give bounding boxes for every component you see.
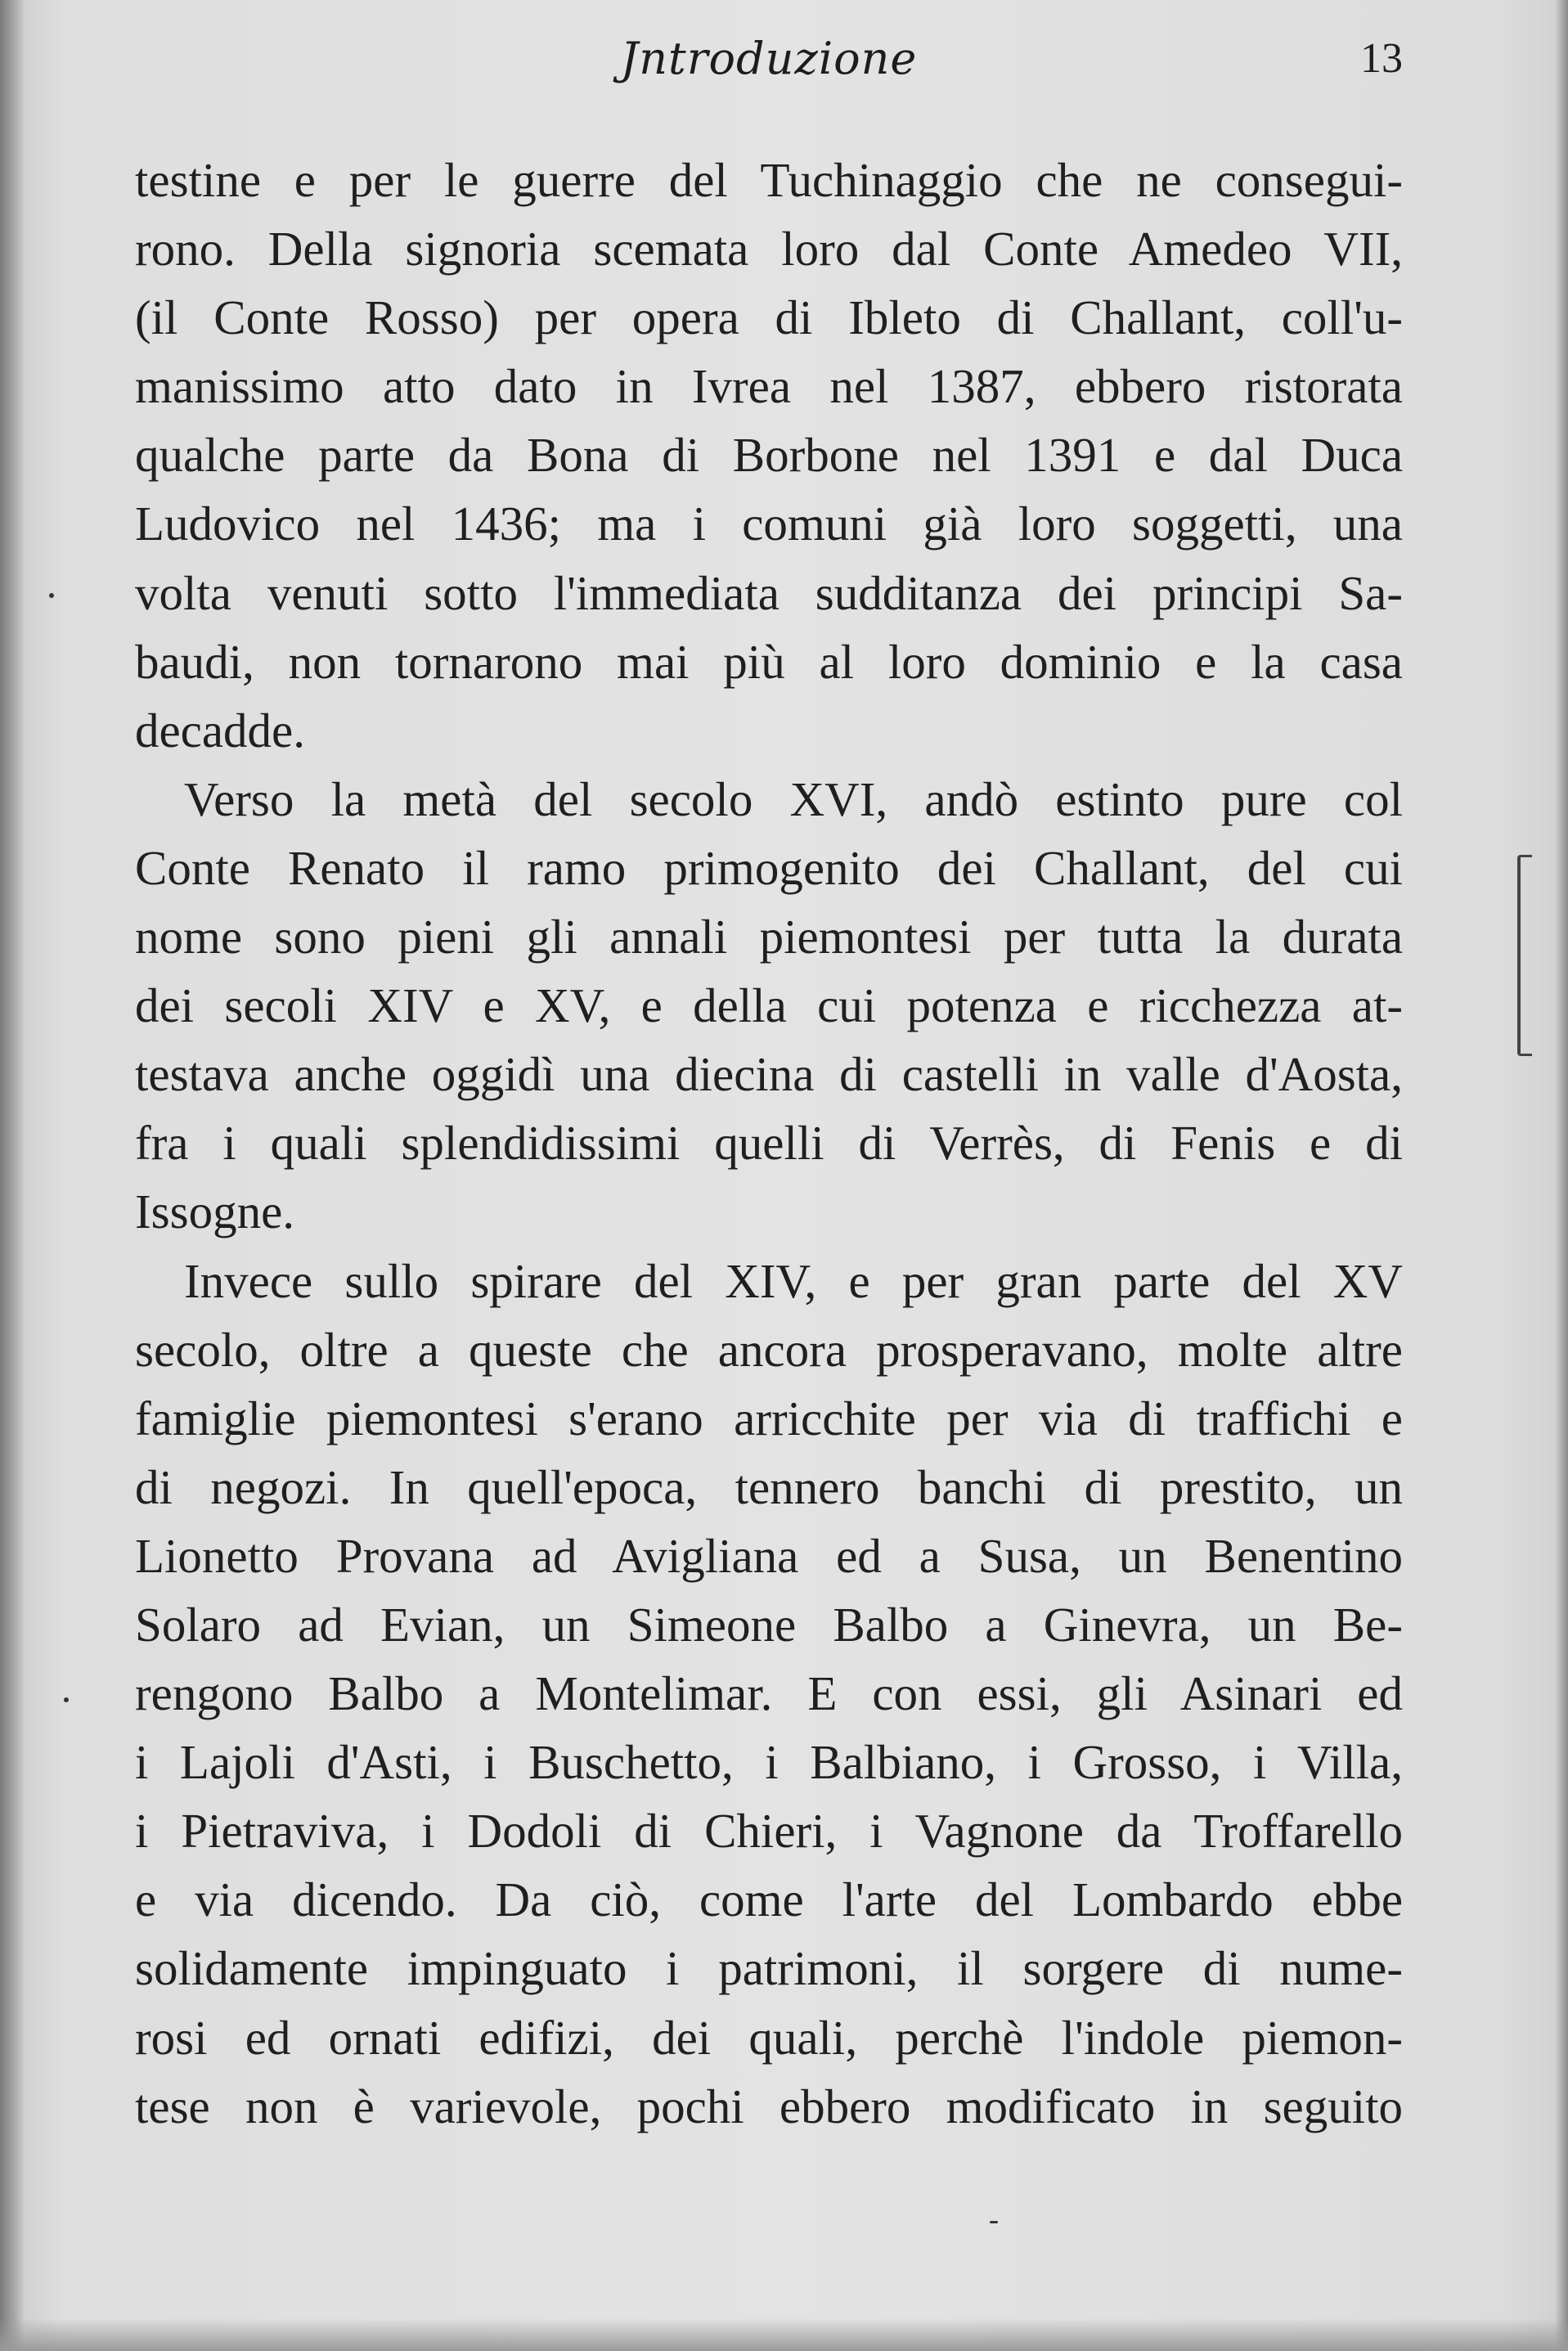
text-line: fra i quali splendidissimi quelli di Verrès, di Fenis e di <box>135 1116 1403 1171</box>
text-line: i Lajoli d'Asti, i Buschetto, i Balbiano, i Grosso, i Villa, <box>135 1735 1403 1790</box>
text-line: famiglie piemontesi s'erano arricchite per via di traffichi e <box>135 1391 1403 1445</box>
text-line: Invece sullo spirare del XIV, e per gran parte del XV <box>184 1253 1403 1308</box>
text-line: testine e per le guerre del Tuchinaggio che ne consegui- <box>135 153 1403 207</box>
text-line: testava anche oggidì una diecina di castelli in valle d'Aosta, <box>135 1047 1403 1102</box>
ink-speck <box>990 2221 998 2223</box>
text-line: qualche parte da Bona di Borbone nel 1391 e dal Duca <box>135 428 1403 483</box>
text-line: i Pietraviva, i Dodoli di Chieri, i Vagnone da Troffarello <box>135 1804 1403 1859</box>
text-line: Conte Renato il ramo primogenito dei Challant, del cui <box>135 840 1403 895</box>
margin-bracket-mark <box>1517 855 1532 1056</box>
text-line: nome sono pieni gli annali piemontesi per tutta la durata <box>135 910 1403 964</box>
text-line: manissimo atto dato in Ivrea nel 1387, ebbero ristorata <box>135 359 1403 414</box>
text-line: dei secoli XIV e XV, e della cui potenza e ricchezza at- <box>135 978 1403 1033</box>
text-line: solidamente impinguato i patrimoni, il sorgere di nume- <box>135 1941 1403 1996</box>
page-header <box>135 33 1403 106</box>
text-line: Ludovico nel 1436; ma i comuni già loro soggetti, una <box>135 497 1403 551</box>
page-number: 13 <box>1360 35 1403 82</box>
text-line: (il Conte Rosso) per opera di Ibleto di Challant, coll'u- <box>135 290 1403 345</box>
book-spine-shadow <box>0 0 25 2351</box>
page-edge-shadow <box>1555 0 1568 2351</box>
text-line: volta venuti sotto l'immediata sudditanza dei principi Sa- <box>135 565 1403 620</box>
text-line: di negozi. In quell'epoca, tennero banchi di prestito, un <box>135 1459 1403 1514</box>
text-line: rono. Della signoria scemata loro dal Conte Amedeo VII, <box>135 222 1403 276</box>
ink-speck <box>49 593 54 598</box>
text-line: Lionetto Provana ad Avigliana ed a Susa, un Benentino <box>135 1528 1403 1583</box>
body-text <box>135 146 1403 2141</box>
text-line: e via dicendo. Da ciò, come l'arte del Lombardo ebbe <box>135 1872 1403 1927</box>
text-line: Issogne. <box>135 1184 295 1239</box>
ink-speck <box>64 1697 69 1702</box>
text-line: rosi ed ornati edifizi, dei quali, perchè l'indole piemon- <box>135 2010 1403 2065</box>
text-line: rengono Balbo a Montelimar. E con essi, gli Asinari ed <box>135 1666 1403 1721</box>
running-title: Jntroduzione <box>620 33 918 84</box>
text-line: Solaro ad Evian, un Simeone Balbo a Ginevra, un Be- <box>135 1597 1403 1652</box>
text-line: Verso la metà del secolo XVI, andò estinto pure col <box>184 771 1403 826</box>
bottom-shadow <box>0 2318 1568 2351</box>
text-line: decadde. <box>135 703 305 757</box>
text-line: baudi, non tornarono mai più al loro dominio e la casa <box>135 634 1403 689</box>
text-line: tese non è varievole, pochi ebbero modificato in seguito <box>135 2079 1403 2133</box>
text-line: secolo, oltre a queste che ancora prosperavano, molte altre <box>135 1322 1403 1377</box>
